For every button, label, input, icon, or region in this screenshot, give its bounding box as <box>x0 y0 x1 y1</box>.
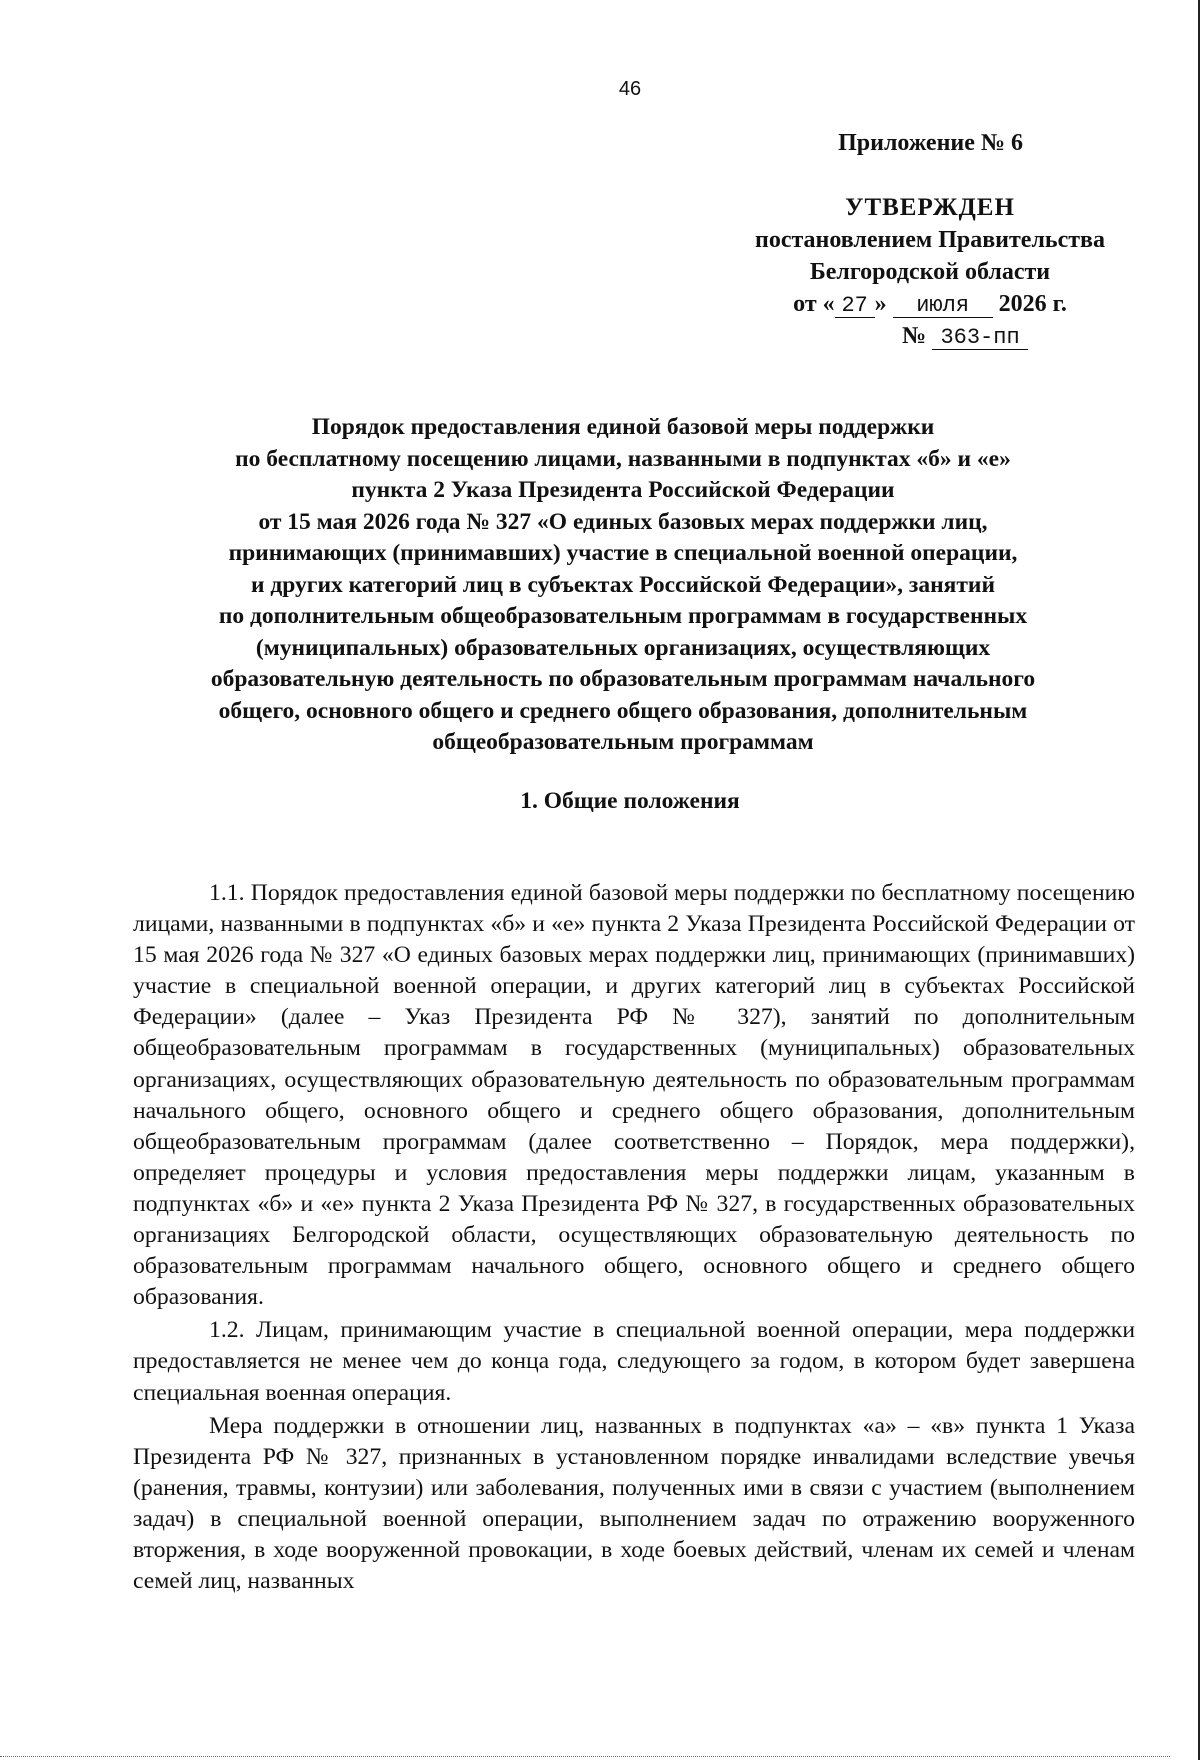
title-line: общеобразовательным программам <box>432 729 814 755</box>
approval-number-line <box>720 320 1140 352</box>
approval-line-resolution: постановлением Правительства <box>754 227 1105 253</box>
title-line: и других категорий лиц в субъектах Российской Федерации», занятий <box>250 571 996 598</box>
title-line: по дополнительным общеобразовательным программам в государственных <box>218 603 1028 629</box>
date-mid: » <box>874 291 887 317</box>
document-body <box>133 878 1135 1597</box>
appendix-label: Приложение № 6 <box>838 130 1023 156</box>
section-heading: 1. Общие положения <box>520 788 740 814</box>
title-line: пункта 2 Указа Президента Российской Федерации <box>351 477 895 503</box>
title-line: принимающих (принимавших) участие в специальной военной операции, <box>228 540 1018 566</box>
handwritten-day: 27 <box>835 295 875 318</box>
date-year: 2026 г. <box>998 291 1067 317</box>
approval-date-line <box>720 288 1140 320</box>
handwritten-month: июля <box>893 295 993 318</box>
paragraph-1-1: 1.1. Порядок предоставления единой базовой меры поддержки по бесплатному посещению лицами, названными в подпунктах «б» и «е» пункта 2 Указа Президента Российской Федерации от 15 мая 2026 года № 327 «О единых базовых мерах поддержки лиц, принимающих (принимавших) участие в специальной военной операции, и других категорий лиц в субъектах Российской Федерации» (далее – Указ Президента РФ № 327), занятий по дополнительным общеобразовательным программам в государственных (муниципальных) образовательных организациях, осуществляющих образовательную деятельность по образовательным программам начального общего, основного общего и среднего общего образования, дополнительным общеобразовательным программам (далее соответственно – Порядок, мера поддержки), определяет процедуры и условия предоставления меры поддержки лицам, указанным в подпунктах «б» и «е» пункта 2 Указа Президента РФ № 327, в государственных образовательных организациях Белгородской области, осуществляющих образовательную деятельность по образовательным программам начального общего, основного общего и среднего общего образования. <box>133 880 1135 1311</box>
paragraph-support-measure: Мера поддержки в отношении лиц, названных в подпунктах «а» – «в» пункта 1 Указа Президента РФ № 327, признанных в установленном порядке инвалидами вследствие увечья (ранения, травмы, контузии) или заболевания, полученных ими в связи с участием (выполнением задач) в специальной военной операции, выполнением задач по отражению вооруженного вторжения, в ходе вооруженной провокации, в ходе боевых действий, членам их семей и членам семей лиц, названных <box>133 1412 1135 1595</box>
title-line: общего, основного общего и среднего общего образования, дополнительным <box>218 697 1028 724</box>
number-prefix: № <box>901 323 927 349</box>
approved-title: УТВЕРЖДЕН <box>845 194 1015 221</box>
title-line: образовательную деятельность по образовательным программам начального <box>210 666 1036 692</box>
title-line: Порядок предоставления единой базовой меры поддержки <box>311 414 935 440</box>
handwritten-number: 363-пп <box>932 327 1028 350</box>
title-line: (муниципальных) образовательных организациях, осуществляющих <box>255 634 991 661</box>
document-title <box>118 412 1128 759</box>
page-number: 46 <box>618 78 642 100</box>
scan-bottom-edge <box>0 1756 1170 1760</box>
approval-line-region: Белгородской области <box>809 259 1051 285</box>
paragraph-1-2: 1.2. Лицам, принимающим участие в специальной военной операции, мера поддержки предоставляется не менее чем до конца года, следующего за годом, в котором будет завершена специальная военная операция. <box>133 1317 1135 1406</box>
title-line: от 15 мая 2026 года № 327 «О единых базовых мерах поддержки лиц, <box>258 508 988 535</box>
approval-stamp-block <box>720 192 1140 352</box>
title-line: по бесплатному посещению лицами, названными в подпунктах «б» и «е» <box>235 445 1011 472</box>
date-prefix: от « <box>793 291 835 317</box>
